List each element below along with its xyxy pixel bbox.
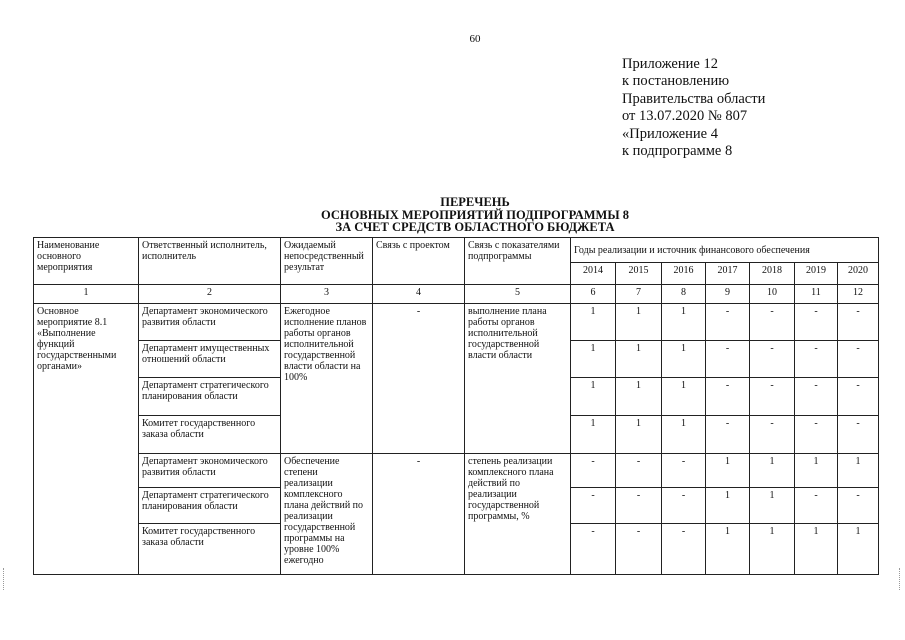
column-number: 7 [616,285,662,304]
year-value: - [750,304,795,341]
column-number: 3 [281,285,373,304]
year-value: - [571,454,616,488]
title-line-1: ПЕРЕЧЕНЬ [440,195,510,209]
measure-name: Основное мероприятие 8.1 «Выполнение функций государственными органами» [34,304,139,575]
header-indicator-link: Связь с показателями подпрограммы [465,238,571,285]
year-value: - [838,488,879,524]
year-value: - [662,454,706,488]
year-value: 1 [662,341,706,378]
year-value: 1 [662,304,706,341]
year-value: - [795,378,838,416]
executor: Комитет государственного заказа области [139,416,281,454]
project-link: - [373,304,465,454]
year-value: - [571,524,616,575]
year-value: - [662,488,706,524]
header-expected-result: Ожидаемый непосредственный результат [281,238,373,285]
year-value: - [750,341,795,378]
year-value: - [616,454,662,488]
executor: Департамент стратегического планирования области [139,378,281,416]
year-header: 2017 [706,263,750,285]
table-row [34,454,879,488]
column-number: 6 [571,285,616,304]
column-number: 1 [34,285,139,304]
year-value: 1 [662,416,706,454]
approval-line: к постановлению [622,73,730,90]
year-value: 1 [706,524,750,575]
header-years-group: Годы реализации и источник финансового обеспечения [571,238,879,263]
column-number: 8 [662,285,706,304]
year-value: - [838,341,879,378]
year-value: 1 [706,454,750,488]
expected-result: Ежегодное исполнение планов работы органов исполнительной государственной власти области на 100% [281,304,373,454]
column-number: 2 [139,285,281,304]
year-value: - [706,416,750,454]
approval-line: «Приложение 4 [622,125,718,142]
year-value: 1 [571,378,616,416]
executor: Департамент имущественных отношений области [139,341,281,378]
document-title [250,196,700,234]
column-number: 4 [373,285,465,304]
year-value: - [616,488,662,524]
column-number: 12 [838,285,879,304]
year-value: - [706,378,750,416]
year-header: 2019 [795,263,838,285]
scan-edge-mark [899,568,903,590]
indicator-link: степень реализации комплексного плана действий по реализации государственной программы, % [465,454,571,575]
approval-line: Приложение 12 [622,56,718,72]
year-value: 1 [750,454,795,488]
year-header: 2014 [571,263,616,285]
year-value: 1 [616,304,662,341]
year-value: 1 [571,304,616,341]
year-value: 1 [838,454,879,488]
approval-block [622,56,765,160]
column-number: 5 [465,285,571,304]
year-value: - [662,524,706,575]
page-number: 60 [469,33,481,45]
indicator-link: выполнение плана работы органов исполнительной государственной власти области [465,304,571,454]
year-value: - [616,524,662,575]
title-line-2: ОСНОВНЫХ МЕРОПРИЯТИЙ ПОДПРОГРАММЫ 8 [321,207,629,222]
column-number: 11 [795,285,838,304]
title-line-3: ЗА СЧЕТ СРЕДСТВ ОБЛАСТНОГО БЮДЖЕТА [335,220,615,234]
executor: Департамент экономического развития области [139,454,281,488]
scan-edge-mark [3,568,7,590]
expected-result: Обеспечение степени реализации комплексного плана действий по реализации государственной программы на уровне 100% ежегодно [281,454,373,575]
measures-table [33,237,879,575]
year-value: - [706,304,750,341]
year-value: - [571,488,616,524]
year-value: 1 [795,524,838,575]
year-value: - [838,304,879,341]
year-value: - [838,378,879,416]
year-value: 1 [616,341,662,378]
year-header: 2016 [662,263,706,285]
year-value: 1 [750,488,795,524]
header-project-link: Связь с проектом [373,238,465,285]
year-value: 1 [571,341,616,378]
year-value: 1 [706,488,750,524]
year-header: 2015 [616,263,662,285]
year-value: 1 [750,524,795,575]
year-value: - [838,416,879,454]
executor: Комитет государственного заказа области [139,524,281,575]
approval-line: к подпрограмме 8 [622,143,733,160]
year-value: - [706,341,750,378]
header-measure-name: Наименование основного мероприятия [34,238,139,285]
year-header: 2018 [750,263,795,285]
column-number: 9 [706,285,750,304]
year-value: 1 [571,416,616,454]
year-value: - [795,416,838,454]
column-number: 10 [750,285,795,304]
table-row [34,304,879,341]
executor: Департамент стратегического планирования области [139,488,281,524]
year-value: - [795,304,838,341]
approval-line: Правительства области [622,90,766,107]
executor: Департамент экономического развития области [139,304,281,341]
year-value: - [750,378,795,416]
year-value: 1 [616,378,662,416]
approval-line: от 13.07.2020 № 807 [622,108,748,125]
year-value: - [750,416,795,454]
year-value: - [795,341,838,378]
year-value: 1 [838,524,879,575]
project-link: - [373,454,465,575]
year-value: - [795,488,838,524]
year-value: 1 [795,454,838,488]
year-value: 1 [662,378,706,416]
year-value: 1 [616,416,662,454]
header-executor: Ответственный исполнитель, исполнитель [139,238,281,285]
year-header: 2020 [838,263,879,285]
